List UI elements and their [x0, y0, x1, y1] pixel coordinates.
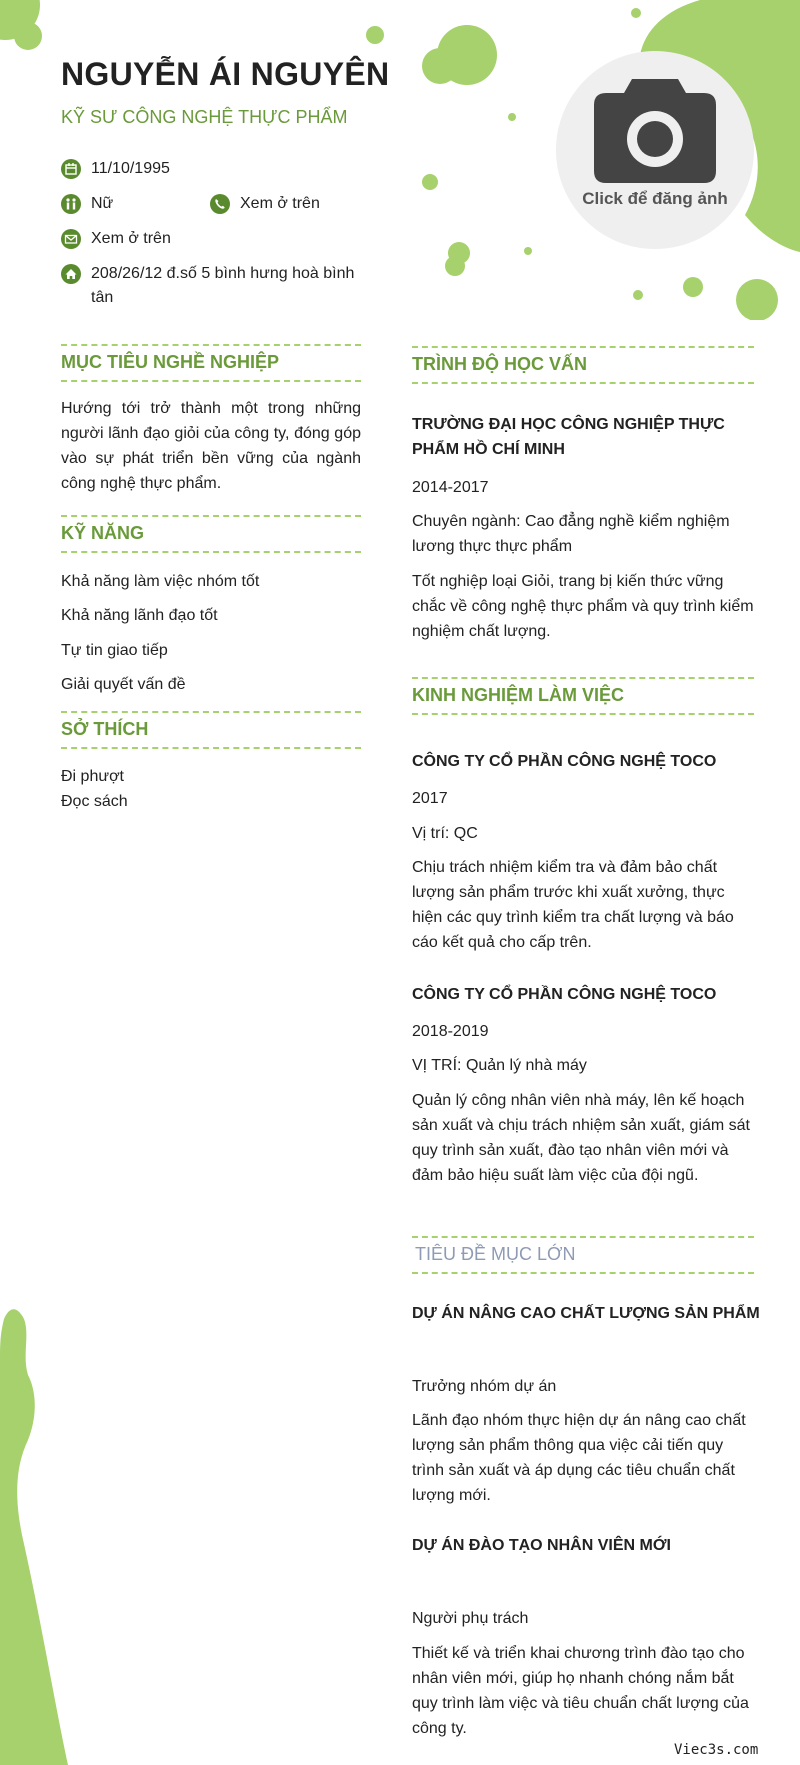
skill-item: Tự tin giao tiếp	[61, 642, 168, 659]
home-icon	[61, 264, 81, 284]
gender-row	[61, 192, 113, 216]
job-company: CÔNG TY CỔ PHẦN CÔNG NGHỆ TOCO	[412, 753, 717, 770]
calendar-icon	[61, 159, 81, 179]
email-row	[61, 227, 171, 251]
skill-item: Giải quyết vấn đề	[61, 676, 186, 693]
profile-photo-upload[interactable]	[556, 51, 754, 249]
job-position: Vị trí: QC	[412, 825, 478, 842]
skills-heading: KỸ NĂNG	[61, 515, 361, 553]
photo-caption: Click để đăng ảnh	[582, 189, 728, 208]
education-heading: TRÌNH ĐỘ HỌC VẤN	[412, 346, 754, 384]
skill-item: Khả năng lãnh đạo tốt	[61, 607, 218, 624]
objective-heading: MỤC TIÊU NGHỀ NGHIỆP	[61, 344, 361, 382]
school-name: TRƯỜNG ĐẠI HỌC CÔNG NGHIỆP THỰC PHẨM HỒ CHÍ MINH	[412, 416, 725, 458]
project-description: Thiết kế và triển khai chương trình đào tạo cho nhân viên mới, giúp họ nhanh chóng nắm bắt quy trình làm việc và tiêu chuẩn chất lượng của công ty.	[412, 1645, 749, 1737]
phone-icon	[210, 194, 230, 214]
project-name: DỰ ÁN ĐÀO TẠO NHÂN VIÊN MỚI	[412, 1537, 671, 1554]
address-line-2: tân	[91, 289, 114, 306]
job-period: 2017	[412, 790, 448, 807]
skill-item: Khả năng làm việc nhóm tốt	[61, 573, 260, 590]
education-period: 2014-2017	[412, 479, 489, 496]
project-role: Trưởng nhóm dự án	[412, 1378, 557, 1395]
phone-row	[210, 192, 320, 216]
experience-heading: KINH NGHIỆM LÀM VIỆC	[412, 677, 754, 715]
phone-value: Xem ở trên	[240, 195, 320, 212]
projects-heading: TIÊU ĐỀ MỤC LỚN	[412, 1236, 754, 1274]
objective-text: Hướng tới trở thành một trong những người lãnh đạo giỏi của công ty, đóng góp vào sự phát triển bền vững của ngành công nghệ thực phẩm.	[61, 400, 361, 492]
hobby-item: Đi phượt	[61, 768, 124, 785]
watermark: Viec3s.com	[674, 1742, 759, 1758]
birthdate-row	[61, 157, 170, 181]
decor-bottom-left	[0, 1305, 80, 1765]
gender-icon	[61, 194, 81, 214]
gender-value: Nữ	[91, 195, 114, 212]
job-period: 2018-2019	[412, 1023, 489, 1040]
education-description: Tốt nghiệp loại Giỏi, trang bị kiến thức vững chắc về công nghệ thực phẩm và quy trình kiểm nghiệm chất lượng.	[412, 573, 754, 640]
camera-icon	[594, 79, 716, 183]
project-name: DỰ ÁN NÂNG CAO CHẤT LƯỢNG SẢN PHẨM	[412, 1305, 760, 1322]
job-description: Chịu trách nhiệm kiểm tra và đảm bảo chất lượng sản phẩm trước khi xuất xưởng, thực hiện các quy trình kiểm tra chất lượng và báo cáo kết quả cho cấp trên.	[412, 859, 734, 951]
address-line-1: 208/26/12 đ.số 5 bình hưng hoà bình	[91, 265, 355, 282]
job-title: KỸ SƯ CÔNG NGHỆ THỰC PHẨM	[61, 107, 348, 127]
education-major: Chuyên ngành: Cao đẳng nghề kiểm nghiệm lương thực thực phẩm	[412, 513, 730, 555]
candidate-name: NGUYỄN ÁI NGUYÊN	[61, 56, 390, 92]
project-description: Lãnh đạo nhóm thực hiện dự án nâng cao chất lượng sản phẩm thông qua việc cải tiến quy trình sản xuất và áp dụng các tiêu chuẩn chất lượng mới.	[412, 1412, 746, 1504]
job-position: VỊ TRÍ: Quản lý nhà máy	[412, 1057, 587, 1074]
job-company: CÔNG TY CỔ PHẦN CÔNG NGHỆ TOCO	[412, 986, 717, 1003]
hobbies-heading: SỞ THÍCH	[61, 711, 361, 749]
hobby-item: Đọc sách	[61, 793, 128, 810]
address-value	[91, 262, 354, 310]
birthdate-value: 11/10/1995	[91, 160, 170, 177]
email-icon	[61, 229, 81, 249]
email-value: Xem ở trên	[91, 230, 171, 247]
project-role: Người phụ trách	[412, 1610, 529, 1627]
job-description: Quản lý công nhân viên nhà máy, lên kế hoạch sản xuất và chịu trách nhiệm sản xuất, giám sát quy trình sản xuất, đào tạo nhân viên mới và đảm bảo hiệu suất làm việc của đội ngũ.	[412, 1092, 750, 1184]
address-row	[61, 262, 354, 310]
